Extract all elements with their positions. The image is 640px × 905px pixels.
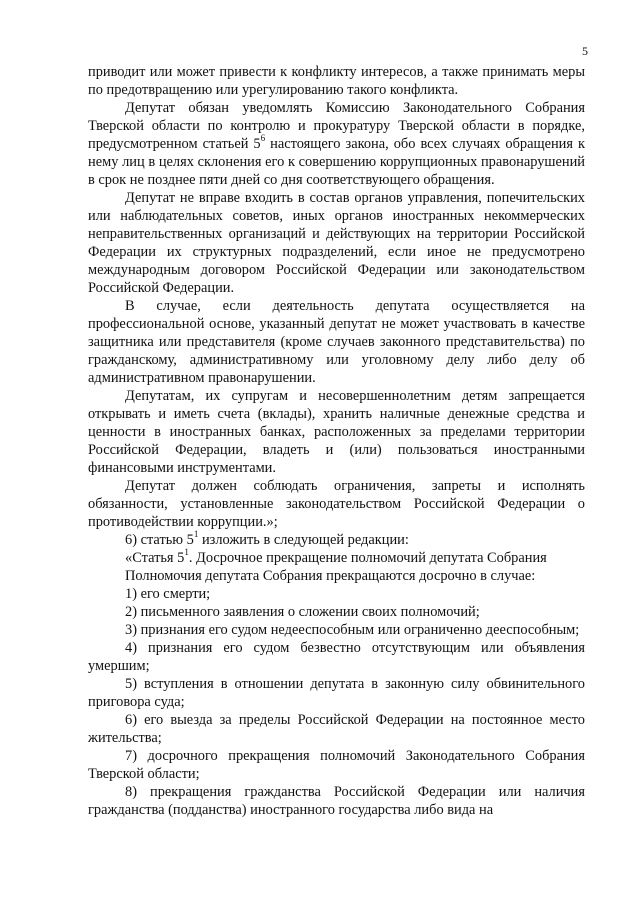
list-item-7: 7) досрочного прекращения полномочий Законодательного Собрания Тверской области; (88, 748, 585, 782)
paragraph-item-6: 6) статью $5^1$ изложить в следующей редакции: (125, 529, 409, 548)
superscript-article-number: 1 (193, 529, 199, 540)
paragraph-foreign-organizations: Депутат не вправе входить в состав органов управления, попечительских или наблюдательных советов, иных органов иностранных некоммерческих неправительственных организаций и действующих на территории Российской Федерации их структурных подразделений, если иное не предусмотрено международным договором Российской Федерации или законодательством Российской Федерации. (88, 190, 585, 296)
list-item-8: 8) прекращения гражданства Российской Федерации или наличия гражданства (подданства) иностранного государства либо вида на (88, 784, 585, 818)
list-item-6: 6) его выезда за пределы Российской Федерации на постоянное место жительства; (88, 712, 585, 746)
paragraph-foreign-accounts: Депутатам, их супругам и несовершеннолетним детям запрещается открывать и иметь счета (вклады), хранить наличные денежные средства и ценности в иностранных банках, расположенных за пределами территории Российской Федерации, владеть и (или) пользоваться иностранными финансовыми инструментами. (88, 388, 585, 476)
superscript-article-number: 6 (260, 133, 266, 144)
article-heading: «Статья $5^1$. Досрочное прекращение полномочий депутата Собрания (125, 547, 547, 566)
list-item-1: 1) его смерти; (125, 586, 211, 602)
paragraph-anticorruption: Депутат должен соблюдать ограничения, запреты и исполнять обязанности, установленные законодательством Российской Федерации о противодействии коррупции.»; (88, 478, 585, 530)
list-item-3: 3) признания его судом недееспособным или ограниченно дееспособным; (125, 622, 580, 638)
paragraph-professional-basis: В случае, если деятельность депутата осуществляется на профессиональной основе, указанный депутат не может участвовать в качестве защитника или представителя (кроме случаев законного представительства) по гражданскому, административному или уголовному делу либо делу об административном правонарушении. (88, 298, 585, 386)
superscript-article-number: 1 (184, 547, 189, 558)
page-number: 5 (582, 44, 588, 58)
list-item-4: 4) признания его судом безвестно отсутствующим или объявления умершим; (88, 640, 585, 674)
paragraph-conflict-continuation: приводит или может привести к конфликту интересов, а также принимать меры по предотвращению или урегулированию такого конфликта. (88, 64, 585, 98)
list-item-2: 2) письменного заявления о сложении своих полномочий; (125, 604, 480, 620)
document-body (88, 63, 585, 819)
paragraph-notification-duty: Депутат обязан уведомлять Комиссию Законодательного Собрания Тверской области по контролю и прокуратуру Тверской области в порядке, предусмотренном статьей $5^6$ настоящего закона, обо всех случаях обращения к нему лиц в целях склонения его к совершению коррупционных правонарушений в срок не позднее пяти дней со дня соответствующего обращения. (88, 100, 585, 188)
list-item-5: 5) вступления в отношении депутата в законную силу обвинительного приговора суда; (88, 676, 585, 710)
paragraph-termination-intro: Полномочия депутата Собрания прекращаются досрочно в случае: (125, 568, 536, 584)
